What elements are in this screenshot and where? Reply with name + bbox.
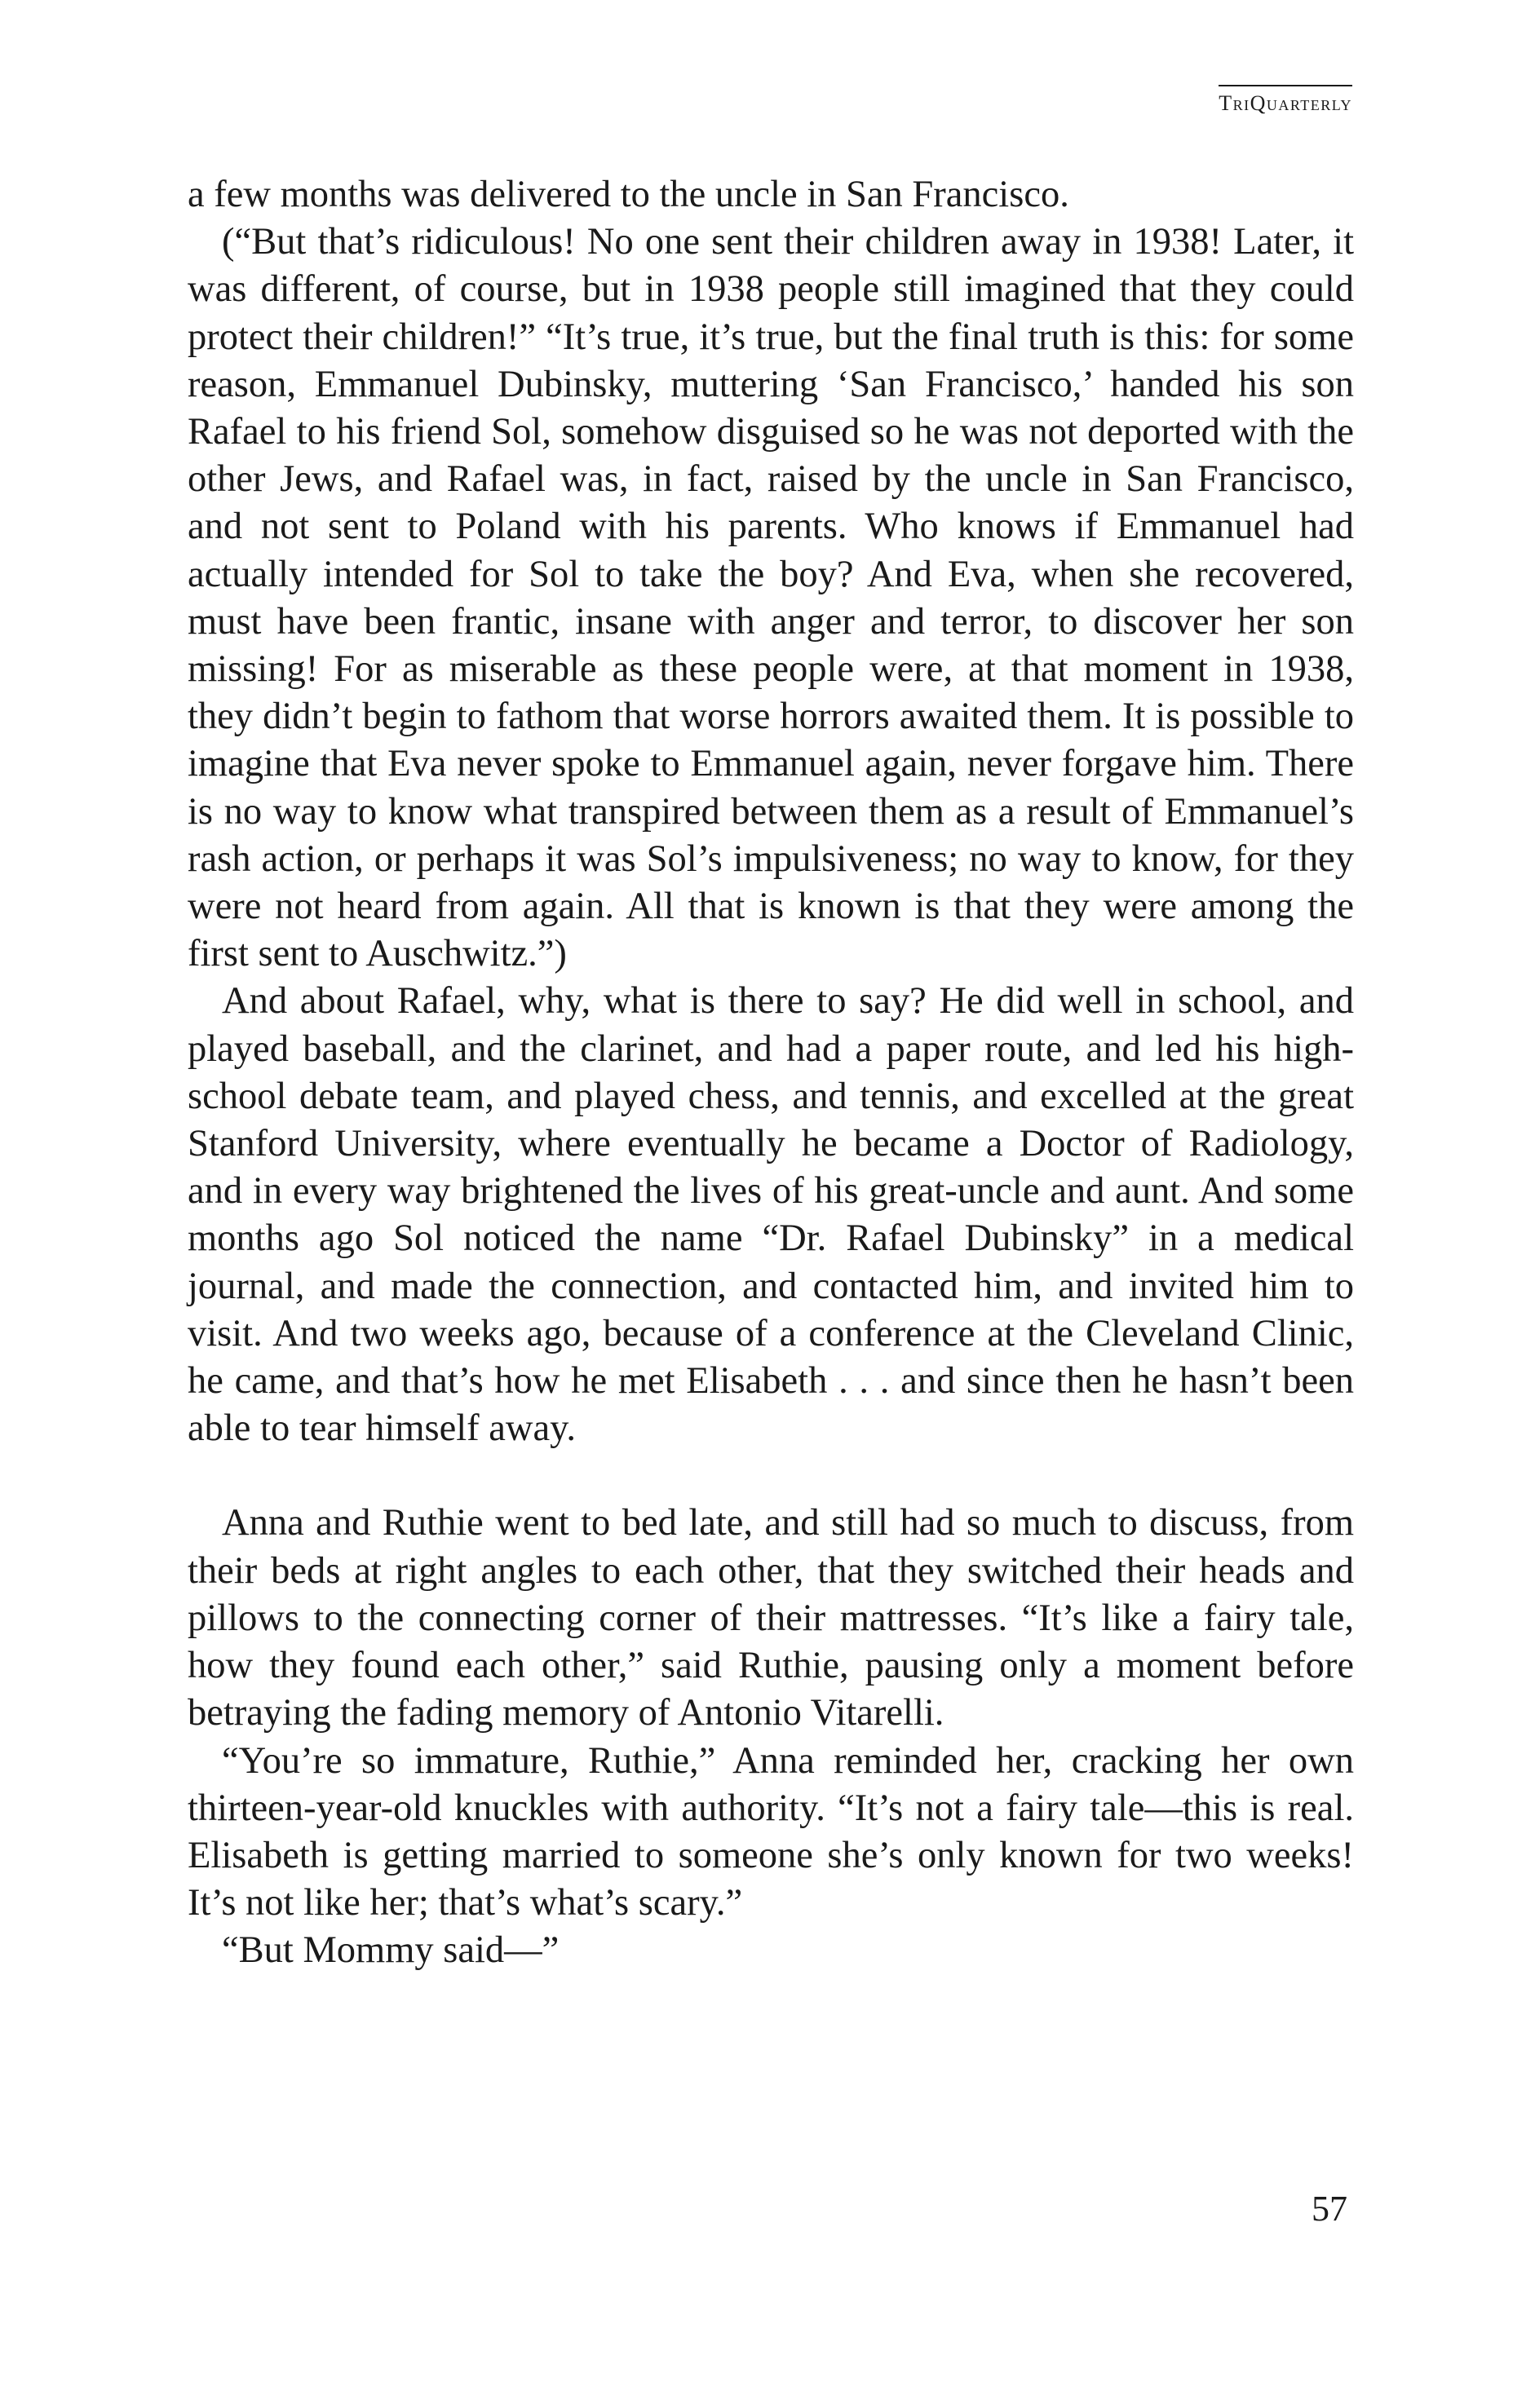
paragraph: “You’re so immature, Ruthie,” Anna reminded her, cracking her own thirteen-year-old knuckles with authority. “It’s not a fairy tale—this is real. Elisabeth is getting married to someone she’s only known for two weeks! It’s not like her; that’s what’s scary.” bbox=[188, 1739, 1354, 1924]
paragraph: Anna and Ruthie went to bed late, and still had so much to discuss, from their beds at right angles to each other, that they switched their heads and pillows to the connecting corner of their mattresses. “It’s like a fairy tale, how they found each other,” said Ruthie, pausing only a moment before betraying the fading memory of Antonio Vitarelli. bbox=[188, 1502, 1354, 1734]
section-break bbox=[188, 1452, 1354, 1500]
page-number: 57 bbox=[1312, 2189, 1347, 2229]
paragraph: “But Mommy said—” bbox=[222, 1929, 560, 1972]
body-text bbox=[188, 171, 1354, 1975]
paragraph: (“But that’s ridiculous! No one sent their children away in 1938! Later, it was different, of course, but in 1938 people still imagined that they could protect their children!” “It’s true, it’s true, but the final truth is this: for some reason, Emmanuel Dubinsky, muttering ‘San Francisco,’ handed his son Rafael to his friend Sol, somehow disguised so he was not deported with the other Jews, and Rafael was, in fact, raised by the uncle in San Francisco, and not sent to Poland with his parents. Who knows if Emmanuel had actually intended for Sol to take the boy? And Eva, when she recovered, must have been frantic, insane with anger and terror, to discover her son missing! For as miserable as these people were, at that moment in 1938, they didn’t begin to fathom that worse horrors awaited them. It is possible to imagine that Eva never spoke to Emmanuel again, never forgave him. There is no way to know what transpired between them as a result of Emmanuel’s rash action, or perhaps it was Sol’s impulsiveness; no way to know, for they were not heard from again. All that is known is that they were among the first sent to Auschwitz.”) bbox=[188, 221, 1354, 975]
paragraph: a few months was delivered to the uncle in San Francisco. bbox=[188, 174, 1069, 215]
running-head: TriQuarterly bbox=[1219, 85, 1352, 121]
paragraph: And about Rafael, why, what is there to say? He did well in school, and played baseball, and the clarinet, and had a paper route, and led his high-school debate team, and played chess, and tennis, and excelled at the great Stanford University, where eventually he became a Doctor of Radiology, and in every way brightened the lives of his great-uncle and aunt. And some months ago Sol noticed the name “Dr. Rafael Dubinsky” in a medical journal, and made the connection, and contacted him, and invited him to visit. And two weeks ago, because of a conference at the Cleveland Clinic, he came, and that’s how he met Elisabeth . . . and since then he hasn’t been able to tear himself away. bbox=[188, 980, 1354, 1450]
